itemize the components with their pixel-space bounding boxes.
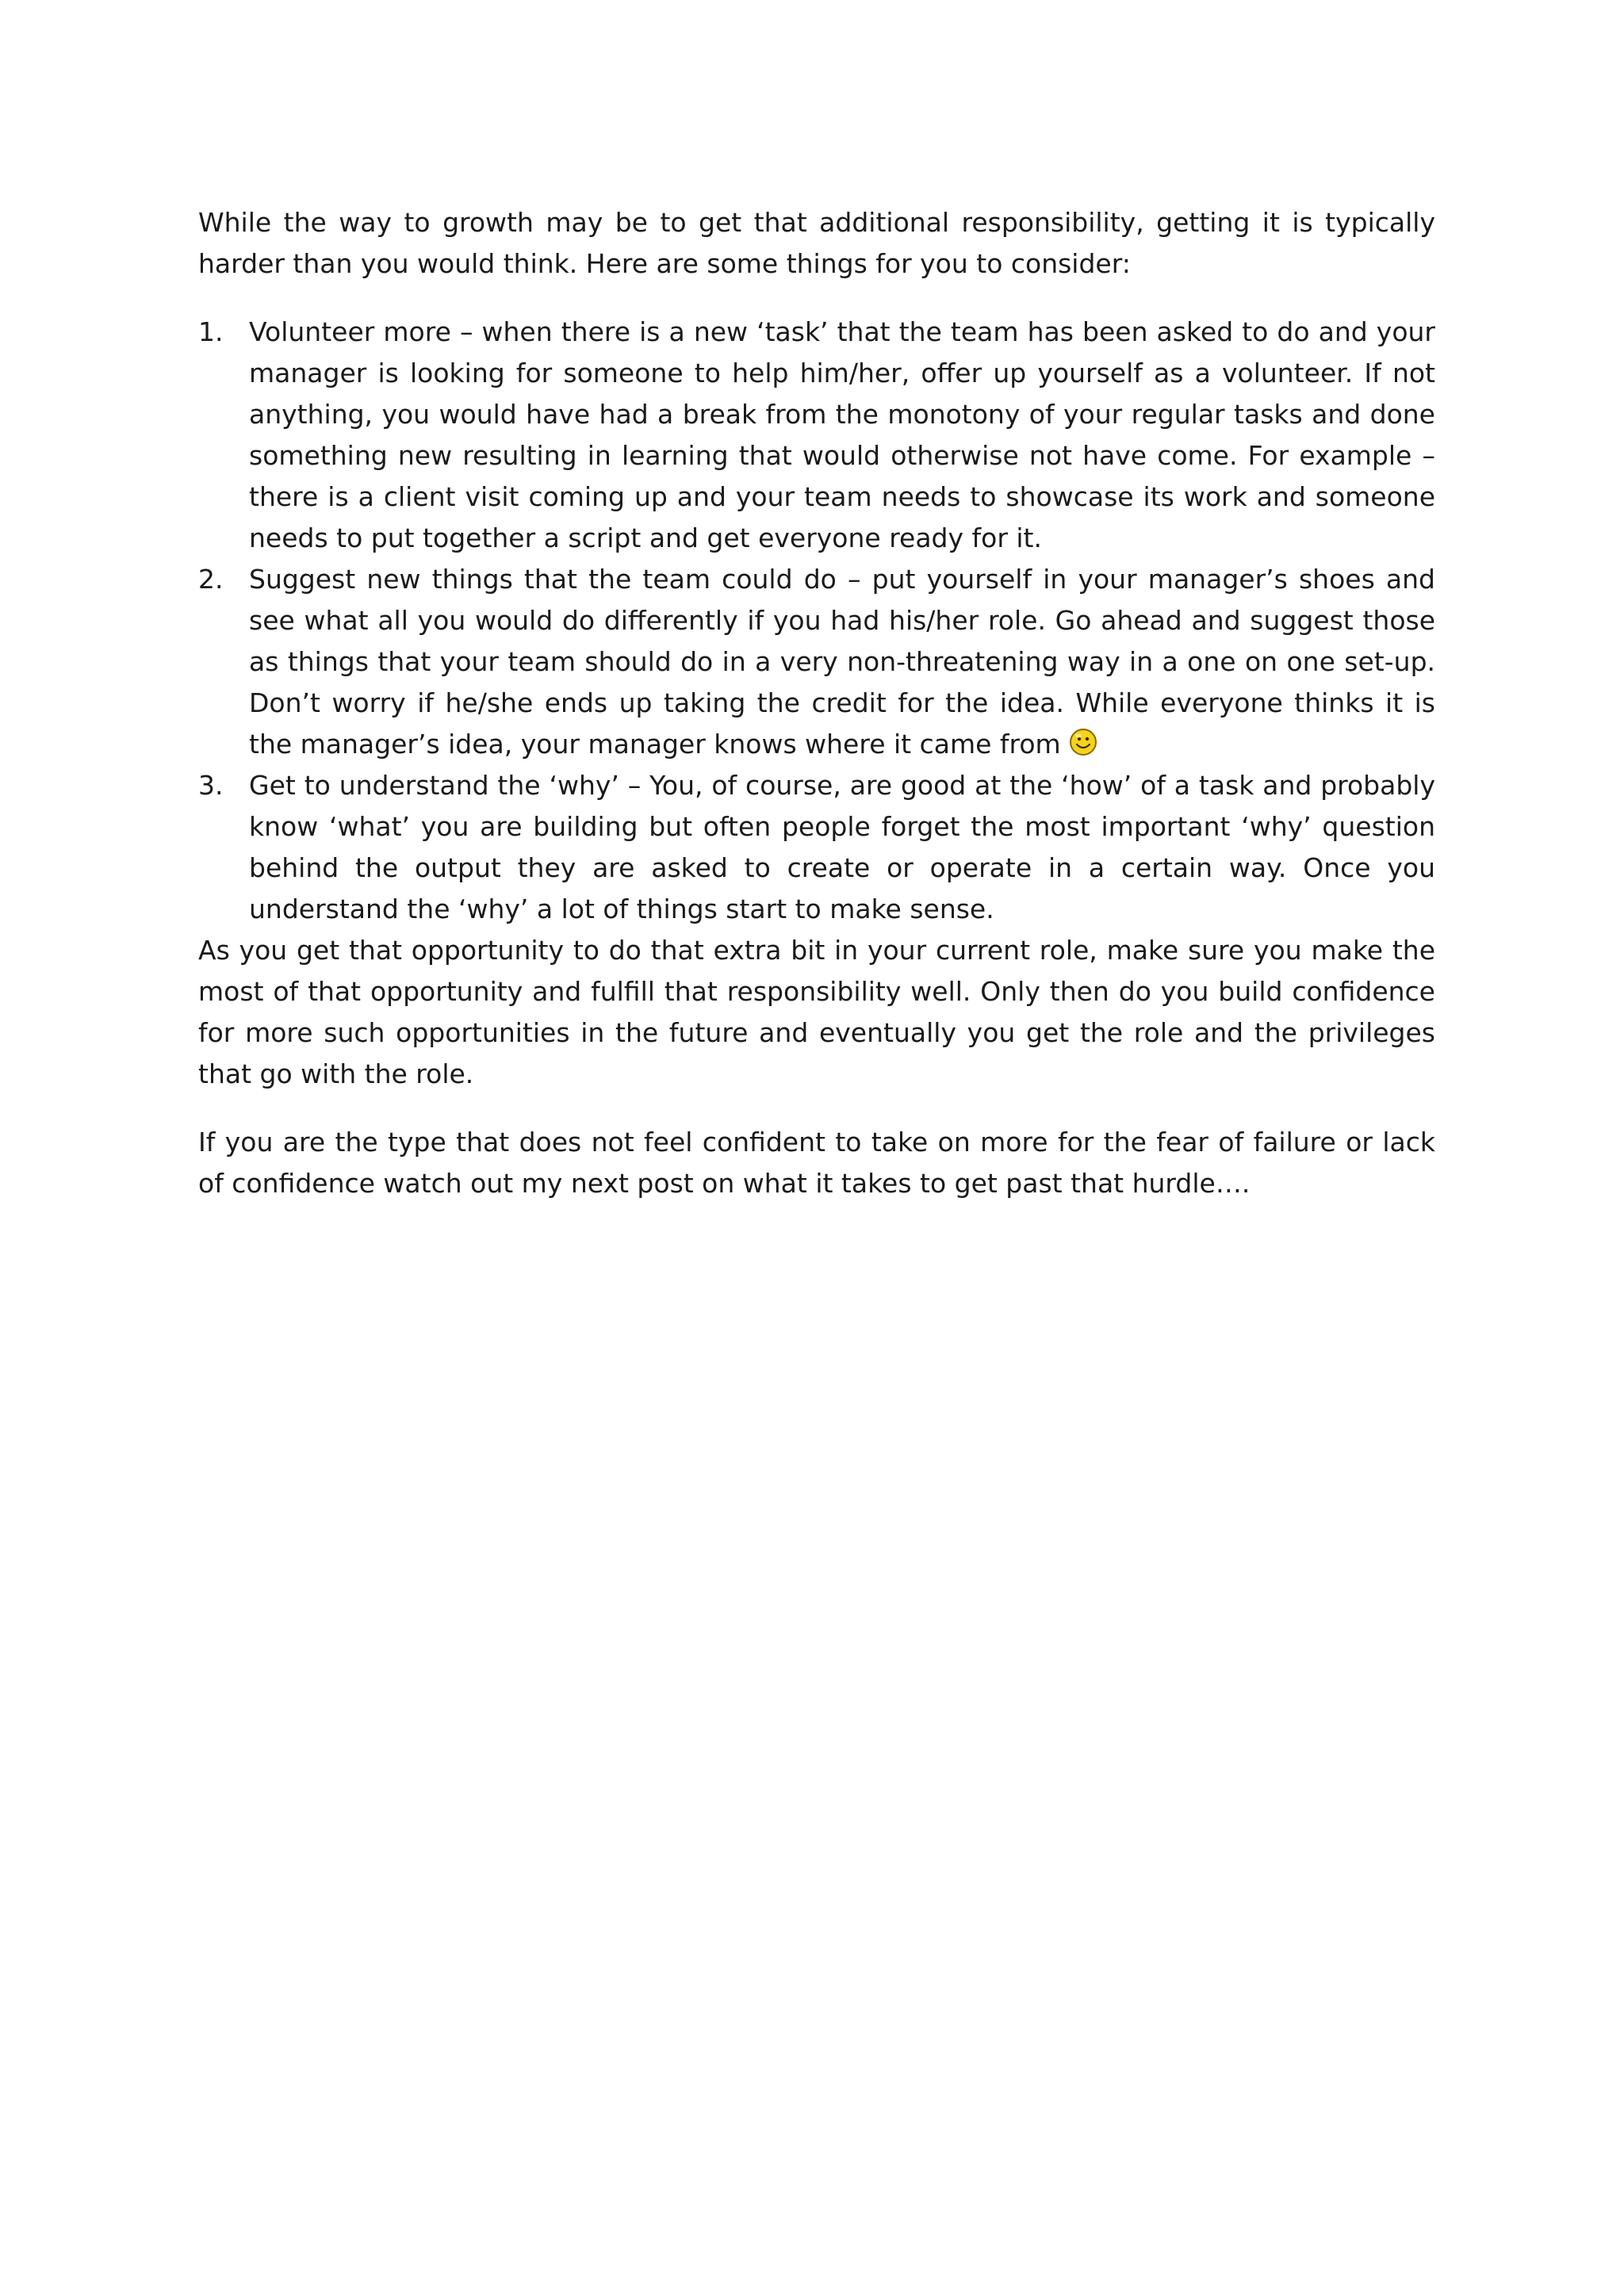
list-item-text: Get to understand the ‘why’ – You, of course, are good at the ‘how’ of a task and probably know ‘what’ you are building but often people forget the most important ‘why’ question behind the output they are asked to create or operate in a certain way. Once you understand the ‘why’ a lot of things start to make sense. (249, 770, 1435, 924)
intro-paragraph: While the way to growth may be to get that additional responsibility, getting it is typically harder than you would think. Here are some things for you to consider: (198, 207, 1435, 279)
list-item (198, 312, 1435, 559)
list-item (198, 559, 1435, 765)
numbered-list (198, 312, 1435, 930)
list-item-number: 3. (198, 770, 224, 801)
closing-paragraph: If you are the type that does not feel confident to take on more for the fear of failure or lack of confidence watch out my next post on what it takes to get past that hurdle…. (198, 1127, 1435, 1199)
list-item-number: 2. (198, 564, 224, 595)
list-item (198, 765, 1435, 930)
smiley-face-icon (1069, 727, 1097, 756)
follow-up-paragraph: As you get that opportunity to do that extra bit in your current role, make sure you make the most of that opportunity and fulfill that responsibility well. Only then do you build confidence for more such opportunities in the future and eventually you get the role and the privileges that go with the role. (198, 935, 1435, 1089)
list-item-text-wrapper (249, 559, 1435, 765)
document-body (198, 202, 1435, 1204)
list-item-text: Suggest new things that the team could do – put yourself in your manager’s shoes and see what all you would do differently if you had his/her role. Go ahead and suggest those as things that your team should do in a very non-threatening way in a one on one set-up. Don’t worry if he/she ends up taking the credit for the idea. While everyone thinks it is the manager’s idea, your manager knows where it came from (249, 564, 1435, 760)
list-item-number: 1. (198, 316, 224, 347)
list-item-text: Volunteer more – when there is a new ‘task’ that the team has been asked to do and your manager is looking for someone to help him/her, offer up yourself as a volunteer. If not anything, you would have had a break from the monotony of your regular tasks and done something new resulting in learning that would otherwise not have come. For example – there is a client visit coming up and your team needs to showcase its work and someone needs to put together a script and get everyone ready for it. (249, 316, 1435, 553)
